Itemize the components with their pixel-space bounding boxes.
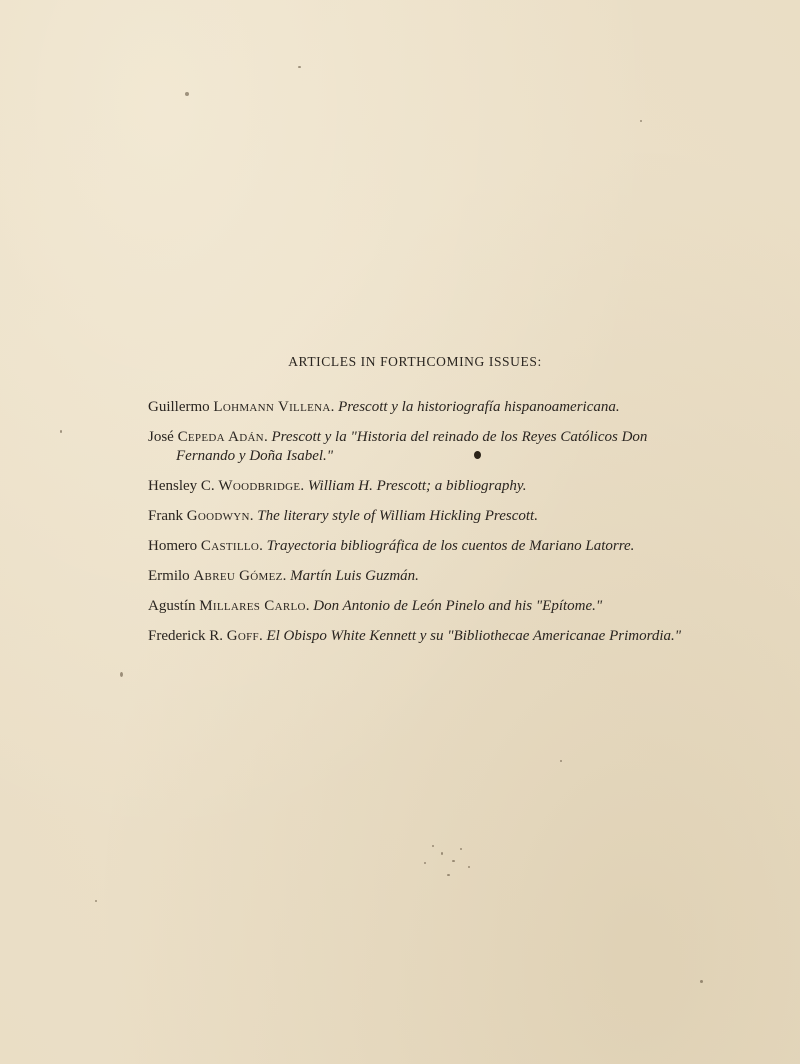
separator: . — [258, 628, 267, 644]
author-surname: Abreu Gómez — [193, 568, 283, 584]
article-entry — [148, 597, 688, 616]
article-title: Martín Luis Guzmán. — [290, 568, 419, 584]
article-title: William H. Prescott; a bibliography. — [307, 478, 527, 494]
paper-speck — [60, 430, 62, 433]
author-first-name: Guillermo — [148, 399, 210, 415]
separator: . — [330, 399, 339, 415]
separator: . — [300, 478, 308, 494]
author-surname: Woodbridge — [218, 478, 301, 494]
paper-speck — [452, 860, 455, 862]
author-first-name: Frederick R. — [148, 628, 223, 644]
paper-speck — [185, 92, 189, 96]
paper-speck — [424, 862, 426, 864]
separator: . — [263, 429, 272, 445]
article-entry — [148, 537, 688, 556]
article-entry — [148, 398, 688, 417]
article-entry — [148, 477, 688, 496]
article-title: Trayectoria bibliográfica de los cuentos de Mariano Latorre. — [266, 538, 635, 554]
paper-speck — [468, 866, 470, 868]
paper-speck — [432, 845, 434, 847]
article-title: El Obispo White Kennett y su "Bibliothecae Americanae Primordia." — [266, 628, 682, 644]
author-surname: Lohmann Villena — [213, 399, 331, 415]
section-heading: ARTICLES IN FORTHCOMING ISSUES: — [288, 354, 542, 369]
article-entry — [148, 567, 688, 586]
separator: . — [305, 598, 314, 614]
article-entry — [148, 507, 688, 526]
author-first-name: Homero — [148, 538, 198, 554]
author-first-name: Agustín — [148, 598, 196, 614]
article-title: Prescott y la historiografía hispanoamericana. — [338, 399, 620, 415]
paper-speck — [120, 672, 123, 677]
paper-speck — [460, 848, 462, 850]
separator: . — [282, 568, 291, 584]
article-title: Prescott y la "Historia del reinado de los Reyes Católicos Don Fernando y Doña Isabel." — [176, 429, 648, 464]
paper-speck — [700, 980, 703, 983]
author-first-name: Hensley C. — [148, 478, 215, 494]
article-title: Don Antonio de León Pinelo and his "Epítome." — [313, 598, 603, 614]
ink-blot — [474, 451, 481, 459]
author-first-name: Frank — [148, 508, 183, 524]
article-list — [148, 398, 688, 657]
article-entry — [148, 428, 688, 466]
author-first-name: Ermilo — [148, 568, 190, 584]
separator: . — [249, 508, 258, 524]
paper-speck — [298, 66, 301, 68]
paper-speck — [560, 760, 562, 762]
paper-speck — [447, 874, 450, 876]
author-first-name: José — [148, 429, 174, 445]
author-surname: Cepeda Adán — [177, 429, 264, 445]
author-surname: Goodwyn — [186, 508, 250, 524]
author-surname: Millares Carlo — [199, 598, 306, 614]
separator: . — [259, 538, 267, 554]
author-surname: Castillo — [200, 538, 260, 554]
paper-speck — [441, 852, 443, 855]
article-title: The literary style of William Hickling Prescott. — [257, 508, 538, 524]
author-surname: Goff — [226, 628, 259, 644]
paper-speck — [95, 900, 97, 902]
paper-speck — [640, 120, 642, 122]
article-entry — [148, 627, 688, 646]
